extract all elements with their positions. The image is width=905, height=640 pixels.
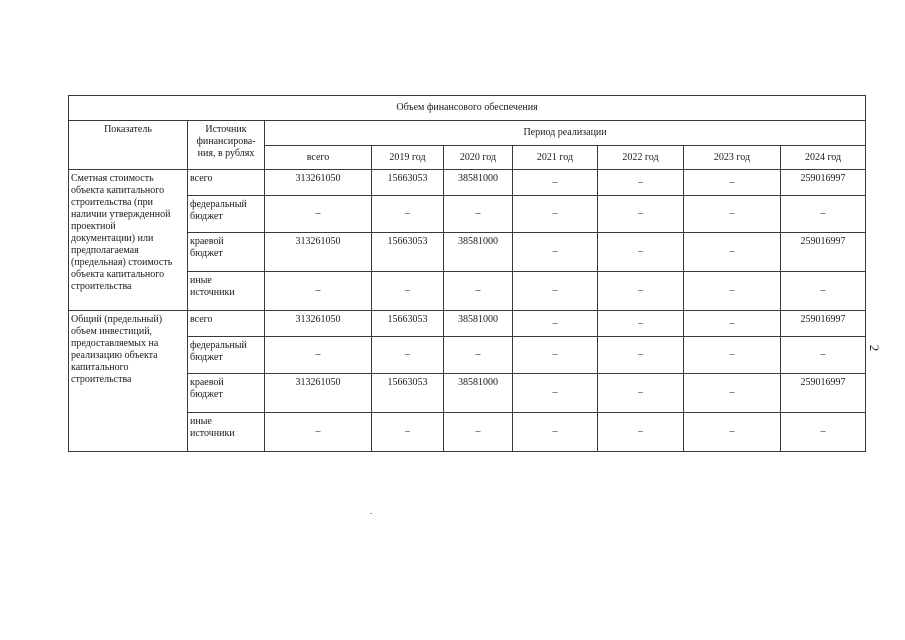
source-line: бюджет — [190, 211, 223, 222]
value-cell-empty: – — [265, 413, 372, 452]
value-cell: 259016997 — [781, 374, 866, 413]
source-line: иные — [190, 275, 212, 286]
source-line: источники — [190, 287, 235, 298]
value-cell-empty: – — [781, 337, 866, 374]
value-cell-empty: – — [265, 337, 372, 374]
value-cell-empty: – — [513, 196, 598, 233]
indicator-cell — [69, 170, 188, 311]
source-line: краевой — [190, 236, 224, 247]
value-cell-empty: – — [444, 413, 513, 452]
source-cell — [188, 233, 265, 272]
source-line: бюджет — [190, 389, 223, 400]
indicator-line: Общий (предельный) — [71, 314, 163, 325]
value-cell-empty: – — [372, 413, 444, 452]
value-cell: 259016997 — [781, 170, 866, 196]
value-cell-empty: – — [444, 196, 513, 233]
indicator-line: Сметная стоимость — [71, 173, 154, 184]
value-cell-empty: – — [598, 374, 684, 413]
value-cell: 38581000 — [444, 170, 513, 196]
value-cell-empty: – — [598, 170, 684, 196]
table-header-row — [69, 121, 866, 146]
indicator-line: капитального — [71, 362, 129, 373]
header-source-line: финансирова- — [196, 136, 256, 147]
indicator-line: строительства — [71, 281, 132, 292]
header-col-2023: 2023 год — [684, 146, 781, 170]
value-cell-empty: – — [781, 196, 866, 233]
value-cell: 15663053 — [372, 311, 444, 337]
value-cell: 38581000 — [444, 311, 513, 337]
value-cell: 38581000 — [444, 233, 513, 272]
indicator-line: предоставляемых на — [71, 338, 159, 349]
value-cell-empty: – — [513, 374, 598, 413]
indicator-line: документации) или — [71, 233, 154, 244]
value-cell-empty: – — [781, 413, 866, 452]
source-line: иные — [190, 416, 212, 427]
source-line: всего — [190, 314, 213, 325]
indicator-line: предполагаемая — [71, 245, 139, 256]
header-col-2022: 2022 год — [598, 146, 684, 170]
value-cell: 313261050 — [265, 233, 372, 272]
header-col-total: всего — [265, 146, 372, 170]
value-cell-empty: – — [372, 272, 444, 311]
value-cell-empty: – — [684, 170, 781, 196]
table-row — [69, 337, 866, 374]
value-cell-empty: – — [513, 337, 598, 374]
indicator-line: (предельная) стоимость — [71, 257, 173, 268]
indicator-line: реализацию объекта — [71, 350, 158, 361]
value-cell-empty: – — [513, 170, 598, 196]
value-cell-empty: – — [684, 196, 781, 233]
value-cell: 15663053 — [372, 233, 444, 272]
value-cell-empty: – — [684, 311, 781, 337]
value-cell: 259016997 — [781, 233, 866, 272]
financing-table — [68, 95, 866, 452]
source-line: краевой — [190, 377, 224, 388]
value-cell-empty: – — [598, 233, 684, 272]
value-cell-empty: – — [684, 272, 781, 311]
table-row — [69, 413, 866, 452]
source-cell — [188, 337, 265, 374]
value-cell-empty: – — [684, 233, 781, 272]
header-source-line: ния, в рублях — [197, 148, 255, 159]
financing-table-body — [69, 96, 866, 452]
value-cell-empty: – — [598, 311, 684, 337]
source-line: бюджет — [190, 352, 223, 363]
value-cell-empty: – — [265, 196, 372, 233]
indicator-cell — [69, 311, 188, 452]
value-cell: 313261050 — [265, 311, 372, 337]
table-row — [69, 374, 866, 413]
table-row — [69, 196, 866, 233]
source-line: федеральный — [190, 340, 247, 351]
source-cell — [188, 374, 265, 413]
value-cell-empty: – — [684, 337, 781, 374]
header-col-2024: 2024 год — [781, 146, 866, 170]
header-source — [188, 121, 265, 170]
source-cell — [188, 170, 265, 196]
indicator-line: проектной — [71, 221, 116, 232]
source-line: федеральный — [190, 199, 247, 210]
value-cell: 259016997 — [781, 311, 866, 337]
value-cell-empty: – — [598, 196, 684, 233]
source-cell — [188, 413, 265, 452]
value-cell-empty: – — [598, 413, 684, 452]
table-title: Объем финансового обеспечения — [69, 96, 866, 121]
value-cell: 313261050 — [265, 170, 372, 196]
source-cell — [188, 272, 265, 311]
header-period: Период реализации — [265, 121, 866, 146]
value-cell-empty: – — [684, 374, 781, 413]
table-row — [69, 272, 866, 311]
source-line: всего — [190, 173, 213, 184]
value-cell-empty: – — [513, 233, 598, 272]
value-cell-empty: – — [513, 311, 598, 337]
source-cell — [188, 311, 265, 337]
source-cell — [188, 196, 265, 233]
table-row — [69, 233, 866, 272]
value-cell-empty: – — [372, 196, 444, 233]
table-title-row — [69, 96, 866, 121]
indicator-line: строительства — [71, 374, 132, 385]
source-line: источники — [190, 428, 235, 439]
table-row — [69, 170, 866, 196]
value-cell-empty: – — [513, 413, 598, 452]
indicator-line: наличии утвержденной — [71, 209, 171, 220]
value-cell: 38581000 — [444, 374, 513, 413]
value-cell-empty: – — [444, 337, 513, 374]
source-line: бюджет — [190, 248, 223, 259]
header-col-2021: 2021 год — [513, 146, 598, 170]
indicator-line: объекта капитального — [71, 269, 165, 280]
indicator-line: объем инвестиций, — [71, 326, 153, 337]
header-col-2019: 2019 год — [372, 146, 444, 170]
header-source-line: Источник — [205, 124, 247, 135]
value-cell-empty: – — [598, 337, 684, 374]
page-number: 2 — [867, 344, 882, 352]
indicator-line: строительства (при — [71, 197, 154, 208]
value-cell-empty: – — [513, 272, 598, 311]
value-cell-empty: – — [684, 413, 781, 452]
table-row — [69, 311, 866, 337]
value-cell: 15663053 — [372, 374, 444, 413]
header-indicator: Показатель — [69, 121, 188, 170]
value-cell-empty: – — [265, 272, 372, 311]
value-cell-empty: – — [444, 272, 513, 311]
value-cell-empty: – — [372, 337, 444, 374]
header-col-2020: 2020 год — [444, 146, 513, 170]
value-cell-empty: – — [781, 272, 866, 311]
value-cell: 313261050 — [265, 374, 372, 413]
indicator-line: объекта капитального — [71, 185, 165, 196]
value-cell-empty: – — [598, 272, 684, 311]
value-cell: 15663053 — [372, 170, 444, 196]
scan-speck — [370, 513, 372, 514]
